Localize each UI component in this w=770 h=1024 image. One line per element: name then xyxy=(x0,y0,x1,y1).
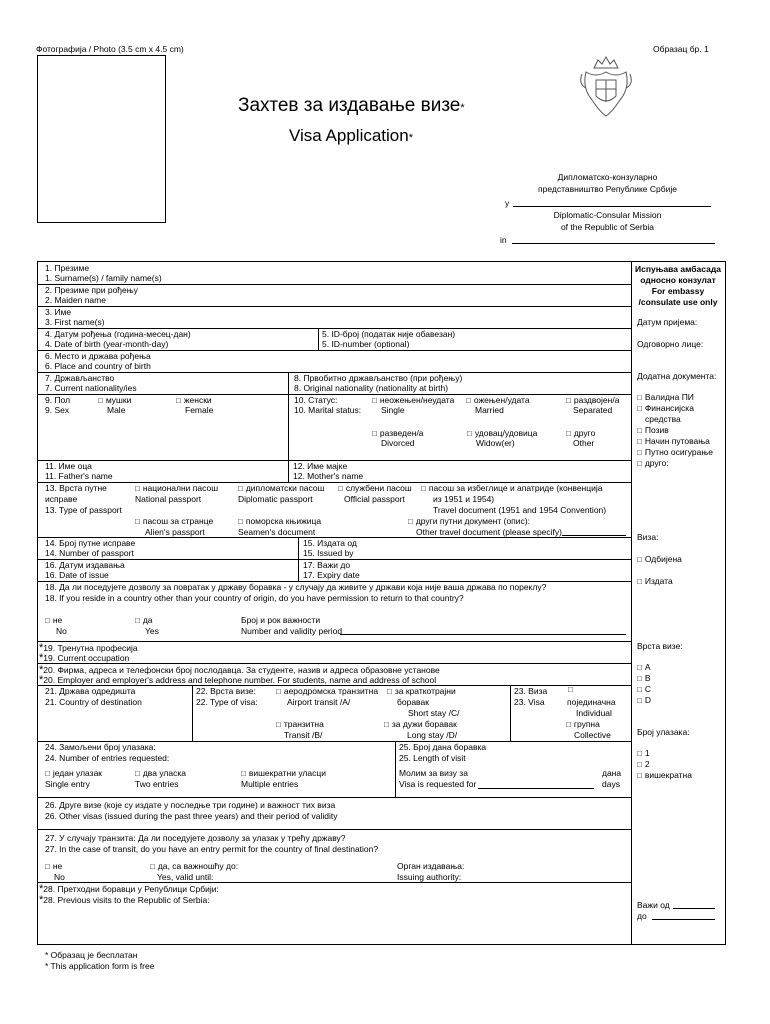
f6-label-en: 6. Place and country of birth xyxy=(45,361,151,371)
long-stay-en: Long stay /D/ xyxy=(407,730,458,740)
sidebar-divider xyxy=(631,261,632,944)
f18-yes-checkbox[interactable]: □ да xyxy=(135,615,153,626)
valid-from-input[interactable] xyxy=(673,908,715,909)
issuing-authority-en: Issuing authority: xyxy=(397,872,462,882)
f13-label-en: 13. Type of passport xyxy=(45,505,122,515)
short-stay-en: Short stay /C/ xyxy=(408,708,460,718)
days-input[interactable] xyxy=(478,788,594,789)
f21-label-sr: 21. Држава одредишта xyxy=(45,686,136,696)
divorced-checkbox[interactable]: □ разведен/а xyxy=(372,428,424,439)
f16-label-en: 16. Date of issue xyxy=(45,570,109,580)
doc-invitation-checkbox[interactable]: □ Позив xyxy=(637,425,669,436)
visa-type-a-checkbox[interactable]: □ A xyxy=(637,662,651,673)
female-label-en: Female xyxy=(185,405,214,415)
f20-label-en: *20. Employer and employer's address and telephone number. For students, name and address of school xyxy=(39,674,437,686)
f13-label-sr-2: исправе xyxy=(45,494,78,504)
f28-label-sr: *28. Претходни боравци у Републици Србији: xyxy=(39,883,219,895)
f18-no-en: No xyxy=(56,626,67,636)
col-divider xyxy=(298,537,299,581)
mission-location-en-input[interactable] xyxy=(512,243,715,244)
mission-en-2: of the Republic of Serbia xyxy=(560,222,655,232)
f9-label-sr: 9. Пол xyxy=(45,395,71,405)
travel-document-sr-2: из 1951 и 1954) xyxy=(433,494,495,504)
seamen-document-en: Seamen's document xyxy=(238,527,316,537)
sidebar-visa-type: Врста визе: xyxy=(637,641,683,651)
separated-checkbox[interactable]: □ раздвојен/а xyxy=(566,395,619,406)
f20-label-sr: *20. Фирма, адреса и телефонски број послодавца. За студенте, назив и адреса образовне установе xyxy=(39,664,440,676)
single-entry-checkbox[interactable]: □ један улазак xyxy=(45,768,102,779)
visa-type-c-checkbox[interactable]: □ C xyxy=(637,684,651,695)
f27-no-en: No xyxy=(54,872,65,882)
col-divider xyxy=(288,460,289,482)
f25-label-en: 25. Length of visit xyxy=(399,753,466,763)
f5-label-sr: 5. ID-број (податак није обавезан) xyxy=(322,329,456,339)
permit-label-sr: Број и рок важности xyxy=(241,615,321,625)
airport-transit-checkbox[interactable]: □ аеродромска транзитна xyxy=(276,686,378,697)
male-checkbox[interactable]: □ мушки xyxy=(98,395,131,406)
sidebar-entries: Број улазака: xyxy=(637,727,690,737)
f12-label-en: 12. Mother's name xyxy=(293,471,364,481)
sidebar-head-en-1: For embassy xyxy=(651,286,705,296)
short-stay-checkbox[interactable]: □ за краткотрајни xyxy=(387,686,456,697)
col-divider xyxy=(288,372,289,460)
seamen-document-checkbox[interactable]: □ поморска књижица xyxy=(238,516,321,527)
f24-label-sr: 24. Замољени број улазака: xyxy=(45,742,156,752)
sidebar-visa: Виза: xyxy=(637,532,659,542)
f10-label-sr: 10. Статус: xyxy=(294,395,338,405)
doc-financial-checkbox[interactable]: □ Финансијска xyxy=(637,403,694,414)
collective-en: Collective xyxy=(574,730,611,740)
multiple-entries-en: Multiple entries xyxy=(241,779,299,789)
free-form-note-sr: * Образац је бесплатан xyxy=(45,950,138,960)
diplomatic-passport-en: Diplomatic passport xyxy=(238,494,313,504)
f25-label-sr: 25. Број дана боравка xyxy=(399,742,487,752)
mission-sr-2: представништво Републике Србије xyxy=(538,184,677,194)
f15-label-sr: 15. Издата од xyxy=(303,538,357,548)
short-stay-sr-2: боравак xyxy=(397,697,429,707)
doc-valid-passport-checkbox[interactable]: □ Валидна ПИ xyxy=(637,392,694,403)
sidebar-officer: Одговорно лице: xyxy=(637,339,704,349)
f4-label-en: 4. Date of birth (year-month-day) xyxy=(45,339,169,349)
col-divider xyxy=(192,685,193,741)
f18-yes-en: Yes xyxy=(145,626,159,636)
f14-label-en: 14. Number of passport xyxy=(45,548,134,558)
col-divider xyxy=(318,328,319,350)
title-english: Visa Application* xyxy=(289,126,413,145)
two-entries-checkbox[interactable]: □ два уласка xyxy=(135,768,186,779)
sidebar-head-en-2: /consulate use only xyxy=(638,297,718,307)
other-travel-document-input[interactable] xyxy=(562,535,626,536)
f2-label-sr: 2. Презиме при рођењу xyxy=(45,285,138,295)
request-label-sr: Молим за визу за xyxy=(399,768,468,778)
f18-label-en: 18. If you reside in a country other than your country of origin, do you have permission to return to that country? xyxy=(45,593,464,603)
single-checkbox[interactable]: □ неожењен/неудата xyxy=(372,395,454,406)
valid-to-input[interactable] xyxy=(652,919,715,920)
married-label-en: Married xyxy=(475,405,504,415)
f4-label-sr: 4. Датум рођења (година-месец-дан) xyxy=(45,329,191,339)
diplomatic-passport-checkbox[interactable]: □ дипломатски пасош xyxy=(238,483,324,494)
f5-label-en: 5. ID-number (optional) xyxy=(322,339,410,349)
f3-label-sr: 3. Име xyxy=(45,307,72,317)
label-in: in xyxy=(500,235,507,245)
issuing-authority-sr: Орган издавања: xyxy=(397,861,465,871)
entries-1-checkbox[interactable]: □ 1 xyxy=(637,748,650,759)
rule xyxy=(37,797,631,798)
visa-type-b-checkbox[interactable]: □ B xyxy=(637,673,651,684)
permit-number-input[interactable] xyxy=(340,634,626,635)
f15-label-en: 15. Issued by xyxy=(303,548,354,558)
national-passport-checkbox[interactable]: □ национални пасош xyxy=(135,483,218,494)
sidebar-valid-to: до xyxy=(637,911,647,921)
mission-en-1: Diplomatic-Consular Mission xyxy=(553,210,662,220)
other-travel-document-checkbox[interactable]: □ други путни документ (опис): xyxy=(408,516,530,527)
entries-2-checkbox[interactable]: □ 2 xyxy=(637,759,650,770)
male-label-en: Male xyxy=(107,405,126,415)
f2-label-en: 2. Maiden name xyxy=(45,295,106,305)
f6-label-sr: 6. Место и држава рођења xyxy=(45,351,151,361)
f14-label-sr: 14. Број путне исправе xyxy=(45,538,136,548)
f24-label-en: 24. Number of entries requested: xyxy=(45,753,170,763)
sidebar-head-sr-1: Испуњава амбасада xyxy=(635,264,721,274)
married-checkbox[interactable]: □ ожењен/удата xyxy=(466,395,530,406)
doc-financial-label-2: средства xyxy=(645,414,681,424)
travel-document-checkbox[interactable]: □ пасош за избеглице и апатриде (конвенција xyxy=(421,483,602,494)
female-checkbox[interactable]: □ женски xyxy=(176,395,212,406)
multiple-entries-checkbox[interactable]: □ вишекратни уласци xyxy=(241,768,326,779)
sidebar-head-sr-2: односно конзулат xyxy=(640,275,716,285)
travel-document-en: Travel document (1951 and 1954 Convention) xyxy=(433,505,607,515)
f23-label-sr: 23. Виза xyxy=(514,686,548,696)
f10-label-en: 10. Marital status: xyxy=(294,405,362,415)
alien-passport-checkbox[interactable]: □ пасош за странце xyxy=(135,516,213,527)
serbian-coat-of-arms-icon xyxy=(580,54,632,120)
f22-label-sr: 22. Врста визе: xyxy=(196,686,256,696)
individual-en: Individual xyxy=(576,708,612,718)
photo-label: Фотографија / Photo (3.5 cm x 4.5 cm) xyxy=(36,44,184,54)
visa-refused-checkbox[interactable]: □ Одбијена xyxy=(637,554,682,565)
request-label-en: Visa is requested for xyxy=(399,779,477,789)
f17-label-sr: 17. Важи до xyxy=(303,560,351,570)
f7-label-en: 7. Current nationality/ies xyxy=(45,383,137,393)
sidebar-date: Датум пријема: xyxy=(637,317,698,327)
free-form-note-en: * This application form is free xyxy=(45,961,155,971)
other-status-checkbox[interactable]: □ друго xyxy=(566,428,595,439)
f19-label-en: *19. Current occupation xyxy=(39,652,130,664)
f18-no-checkbox[interactable]: □ не xyxy=(45,615,62,626)
individual-checkbox[interactable]: □ xyxy=(568,685,573,694)
title-serbian: Захтев за издавање визе* xyxy=(238,95,465,116)
doc-insurance-checkbox[interactable]: □ Путно осигурање xyxy=(637,447,713,458)
f27-no-checkbox[interactable]: □ не xyxy=(45,861,62,872)
divorced-label-en: Divorced xyxy=(381,438,415,448)
national-passport-en: National passport xyxy=(135,494,202,504)
f8-label-sr: 8. Првобитно држављанство (при рођењу) xyxy=(294,373,463,383)
rule xyxy=(37,306,631,307)
airport-transit-en: Airport transit /A/ xyxy=(287,697,351,707)
separated-label-en: Separated xyxy=(573,405,613,415)
f9-label-en: 9. Sex xyxy=(45,405,70,415)
f19-label-sr: *19. Тренутна професија xyxy=(39,642,138,654)
f28-label-en: *28. Previous visits to the Republic of Serbia: xyxy=(39,894,210,906)
f11-label-en: 11. Father's name xyxy=(45,471,113,481)
f18-label-sr: 18. Да ли поседујете дозволу за повратак у државу боравка - у случају да живите у држави која није ваша држава по пореклу? xyxy=(45,582,547,592)
f12-label-sr: 12. Име мајке xyxy=(293,461,348,471)
widow-checkbox[interactable]: □ удовац/удовица xyxy=(467,428,537,439)
individual-sr: појединачна xyxy=(567,697,616,707)
photo-box[interactable] xyxy=(37,55,166,223)
visa-issued-checkbox[interactable]: □ Издата xyxy=(637,576,673,587)
f26-label-en: 26. Other visas (issued during the past three years) and their period of validity xyxy=(45,811,338,821)
f27-yes-en: Yes, valid until: xyxy=(157,872,214,882)
single-entry-en: Single entry xyxy=(45,779,90,789)
sidebar-valid-from: Важи од xyxy=(637,900,670,910)
form-number: Образац бр. 1 xyxy=(653,44,709,54)
f7-label-sr: 7. Држављанство xyxy=(45,373,115,383)
doc-other-checkbox[interactable]: □ друго: xyxy=(637,458,669,469)
label-u: у xyxy=(505,198,510,208)
f16-label-sr: 16. Датум издавања xyxy=(45,560,125,570)
f22-label-en: 22. Type of visa: xyxy=(196,697,258,707)
f21-label-en: 21. Country of destination xyxy=(45,697,142,707)
f8-label-en: 8. Original nationality (nationality at birth) xyxy=(294,383,449,393)
single-label-en: Single xyxy=(381,405,405,415)
visa-type-d-checkbox[interactable]: □ D xyxy=(637,695,651,706)
f23-label-en: 23. Visa xyxy=(514,697,545,707)
days-label-en: days xyxy=(602,779,620,789)
mission-location-sr-input[interactable] xyxy=(513,206,711,207)
official-passport-en: Official passport xyxy=(344,494,405,504)
permit-label-en: Number and validity period xyxy=(241,626,343,636)
official-passport-checkbox[interactable]: □ службени пасош xyxy=(338,483,412,494)
f1-label-en: 1. Surname(s) / family name(s) xyxy=(45,273,162,283)
collective-checkbox[interactable]: □ групна xyxy=(566,719,600,730)
doc-travel-mode-checkbox[interactable]: □ Начин путовања xyxy=(637,436,710,447)
alien-passport-en: Alien's passport xyxy=(145,527,205,537)
long-stay-checkbox[interactable]: □ за дужи боравак xyxy=(384,719,457,730)
entries-multiple-checkbox[interactable]: □ вишекратна xyxy=(637,770,692,781)
col-divider xyxy=(510,685,511,741)
col-divider xyxy=(395,741,396,797)
f13-label-sr-1: 13. Врста путне xyxy=(45,483,107,493)
widow-label-en: Widow(er) xyxy=(476,438,515,448)
rule xyxy=(37,829,631,830)
f27-label-en: 27. In the case of transit, do you have an entry permit for the country of final destination? xyxy=(45,844,379,854)
f11-label-sr: 11. Име оца xyxy=(45,461,92,471)
other-travel-document-en: Other travel document (please specify) xyxy=(416,527,562,537)
f17-label-en: 17. Expiry date xyxy=(303,570,360,580)
other-status-label-en: Other xyxy=(573,438,595,448)
mission-sr-1: Дипломатско-конзуларно xyxy=(557,172,658,182)
f27-yes-checkbox[interactable]: □ да, са важношћу до: xyxy=(150,861,238,872)
f1-label-sr: 1. Презиме xyxy=(45,263,90,273)
two-entries-en: Two entries xyxy=(135,779,179,789)
sidebar-docs: Додатна документа: xyxy=(637,371,717,381)
f27-label-sr: 27. У случају транзита: Да ли поседујете дозволу за улазак у трећу државу? xyxy=(45,833,346,843)
transit-checkbox[interactable]: □ транзитна xyxy=(276,719,324,730)
f3-label-en: 3. First name(s) xyxy=(45,317,105,327)
days-label-sr: дана xyxy=(602,768,622,778)
transit-en: Transit /B/ xyxy=(284,730,323,740)
f26-label-sr: 26. Друге визе (које су издате у последње три године) и важност тих виза xyxy=(45,800,336,810)
